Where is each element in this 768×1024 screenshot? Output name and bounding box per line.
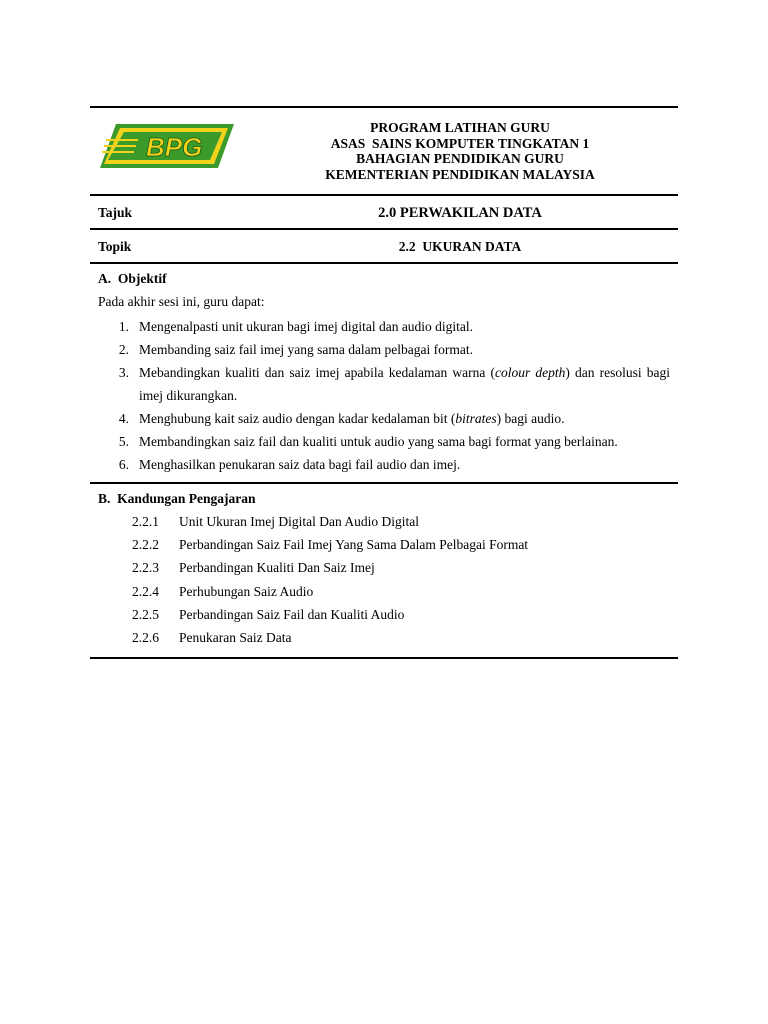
item-number: 6. <box>118 457 129 472</box>
item-text: Unit Ukuran Imej Digital Dan Audio Digital <box>179 514 419 529</box>
bpg-logo <box>98 118 234 174</box>
list-item <box>98 407 670 430</box>
bottom-rule <box>90 657 678 659</box>
objectives-list <box>98 315 670 476</box>
item-code: 2.2.1 <box>132 514 159 529</box>
item-text: Penukaran Saiz Data <box>179 630 292 646</box>
section-objektif <box>90 264 678 482</box>
list-item <box>98 533 670 556</box>
item-number: 5. <box>118 434 129 449</box>
item-text: Mebandingkan kualiti dan saiz imej apabila kedalaman warna (colour depth) dan resolusi bagi imej dikurangkan. <box>139 365 670 403</box>
topik-row <box>90 230 678 262</box>
section-kandungan <box>90 484 678 657</box>
item-code: 2.2.2 <box>132 537 159 553</box>
item-code: 2.2.6 <box>132 630 159 646</box>
item-number: 3. <box>118 365 129 380</box>
objektif-title: A. Objektif <box>98 271 167 286</box>
item-number: 1. <box>118 319 129 334</box>
list-item <box>98 361 670 407</box>
list-item <box>98 453 670 476</box>
list-item <box>98 626 670 649</box>
item-text: Menghubung kait saiz audio dengan kadar kedalaman bit (bitrates) bagi audio. <box>139 411 565 426</box>
header-line-4: KEMENTERIAN PENDIDIKAN MALAYSIA <box>325 166 595 182</box>
item-text: Menghasilkan penukaran saiz data bagi fail audio dan imej. <box>139 457 461 472</box>
svg-text:BPG: BPG <box>146 132 203 162</box>
item-number: 4. <box>118 411 129 426</box>
list-item <box>98 510 670 533</box>
item-text: Perbandingan Kualiti Dan Saiz Imej <box>179 560 375 576</box>
list-item <box>98 580 670 603</box>
tajuk-value: 2.0 PERWAKILAN DATA <box>378 205 542 221</box>
kandungan-title: B. Kandungan Pengajaran <box>98 491 256 506</box>
item-text: Membandingkan saiz fail dan kualiti untuk audio yang sama bagi format yang berlainan. <box>139 434 618 449</box>
document-page <box>90 106 678 659</box>
item-text: Perbandingan Saiz Fail dan Kualiti Audio <box>179 606 405 622</box>
item-text: Perhubungan Saiz Audio <box>179 583 314 599</box>
list-item <box>98 603 670 626</box>
kandungan-list <box>98 510 670 649</box>
item-number: 2. <box>118 342 129 357</box>
header-line-2: ASAS SAINS KOMPUTER TINGKATAN 1 <box>330 135 590 151</box>
list-item <box>98 430 670 453</box>
list-item <box>98 315 670 338</box>
list-item <box>98 338 670 361</box>
tajuk-row <box>90 196 678 228</box>
objektif-intro: Pada akhir sesi ini, guru dapat: <box>98 294 265 309</box>
header-line-3: BAHAGIAN PENDIDIKAN GURU <box>356 151 564 166</box>
list-item <box>98 556 670 579</box>
item-text: Mengenalpasti unit ukuran bagi imej digital dan audio digital. <box>139 319 474 334</box>
item-code: 2.2.3 <box>132 560 159 576</box>
document-header <box>90 108 678 194</box>
item-text: Perbandingan Saiz Fail Imej Yang Sama Dalam Pelbagai Format <box>179 537 529 553</box>
item-code: 2.2.4 <box>132 583 159 599</box>
header-line-1: PROGRAM LATIHAN GURU <box>370 120 550 135</box>
topik-label: Topik <box>98 239 132 254</box>
header-title-block <box>310 120 610 182</box>
topik-value: 2.2 UKURAN DATA <box>398 239 522 254</box>
item-text: Membanding saiz fail imej yang sama dalam pelbagai format. <box>139 342 474 357</box>
tajuk-label: Tajuk <box>98 205 133 220</box>
item-code: 2.2.5 <box>132 606 159 622</box>
